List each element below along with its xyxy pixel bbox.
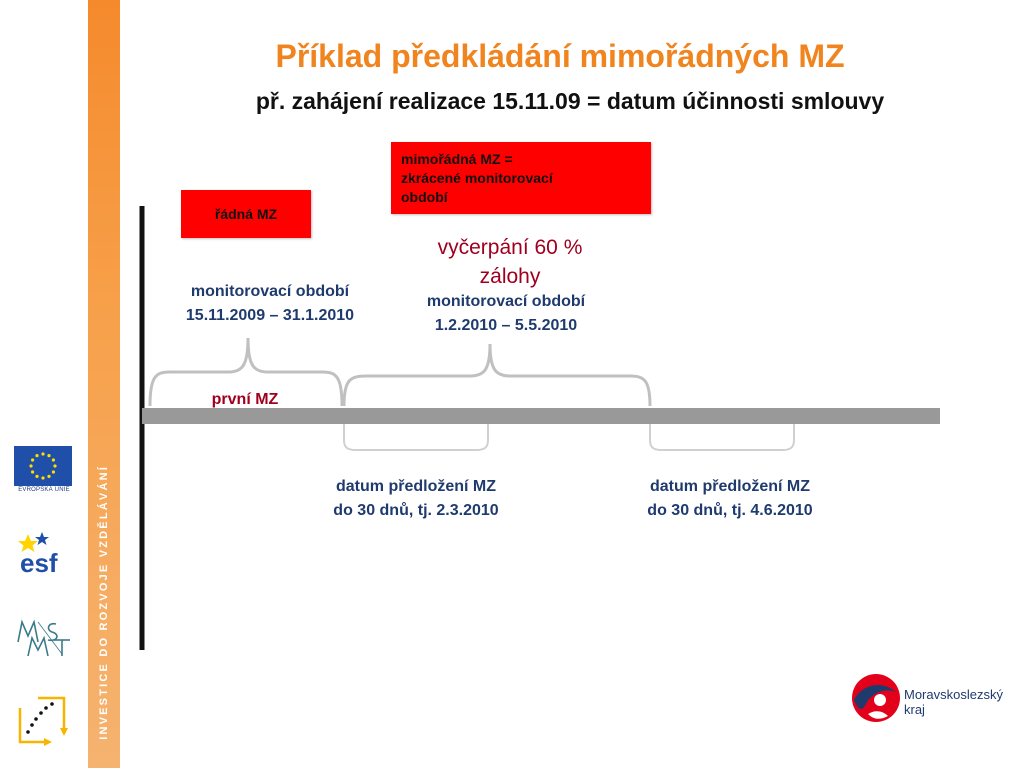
brace-submission-1	[344, 424, 488, 450]
monitoring-period-2-label	[386, 290, 626, 338]
stripe-vertical-text: INVESTICE DO ROZVOJE VZDĚLÁVÁNÍ	[98, 465, 110, 740]
monitoring-period-2-dates: 1.2.2010 – 5.5.2010	[434, 317, 578, 334]
orange-stripe	[88, 0, 120, 768]
submission-date-1-title: datum předložení MZ	[336, 478, 496, 495]
submission-date-2-label	[610, 475, 850, 523]
moravskoslezsky-kraj-wordmark	[904, 687, 1003, 717]
slide-title: Příklad předkládání mimořádných MZ	[275, 38, 845, 74]
advance-depletion-line1: vyčerpání 60 %	[437, 236, 583, 259]
monitoring-period-1-label	[150, 280, 390, 328]
monitoring-period-1-dates: 15.11.2009 – 31.1.2010	[185, 307, 355, 324]
ipo-logo-icon	[14, 692, 70, 748]
esf-logo-icon	[14, 530, 74, 576]
eu-caption: EVROPSKÁ UNIE	[18, 487, 70, 493]
msmt-logo-icon	[14, 616, 76, 660]
brace-submission-2	[650, 424, 794, 450]
kraj-wordmark-line2: kraj	[904, 702, 925, 717]
extraordinary-report-box	[391, 142, 651, 214]
svg-text:esf: esf	[20, 548, 58, 576]
advance-depletion-line2: zálohy	[479, 265, 541, 288]
brace-second-period	[344, 344, 650, 406]
submission-date-2-title: datum předložení MZ	[650, 478, 810, 495]
kraj-wordmark-line1: Moravskoslezský	[904, 687, 1003, 702]
monitoring-period-1-title: monitorovací období	[190, 283, 350, 300]
submission-date-1-label	[296, 475, 536, 523]
slide-subtitle: př. zahájení realizace 15.11.09 = datum účinnosti smlouvy	[255, 88, 885, 114]
regular-box-label: řádná MZ	[214, 205, 278, 222]
advance-depletion-label	[390, 233, 630, 291]
extraordinary-box-line3: období	[401, 189, 448, 205]
extraordinary-box-line1: mimořádná MZ =	[401, 151, 513, 167]
eu-flag-icon	[14, 446, 72, 486]
regular-report-box	[181, 190, 311, 238]
left-branding-panel	[0, 0, 120, 768]
monitoring-period-2-title: monitorovací období	[426, 293, 586, 310]
submission-date-1-value: do 30 dnů, tj. 2.3.2010	[333, 502, 499, 519]
extraordinary-box-line2: zkrácené monitorovací	[401, 170, 553, 186]
first-report-label: první MZ	[211, 391, 279, 408]
submission-date-2-value: do 30 dnů, tj. 4.6.2010	[647, 502, 813, 519]
